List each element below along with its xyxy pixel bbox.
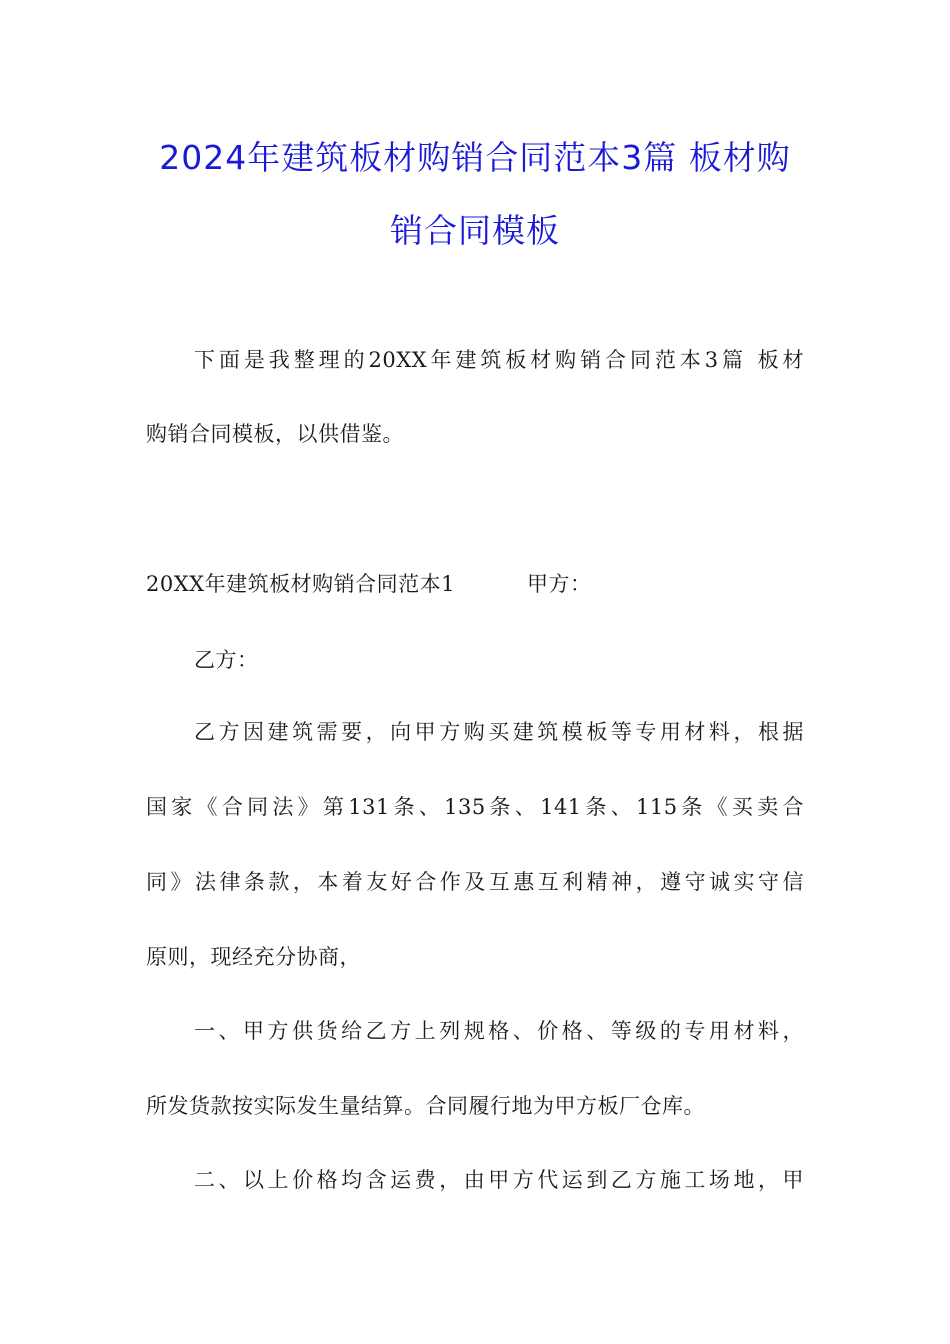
party-a-label: 甲方： — [527, 572, 592, 596]
document-title-line-1: 2024年建筑板材购销合同范本3篇 板材购 — [159, 138, 791, 177]
paragraph-1-line-3: 同》法律条款，本着友好合作及互惠互利精神，遵守诚实守信 — [146, 870, 804, 894]
clause-1-line-2: 所发货款按实际发生量结算。合同履行地为甲方板厂仓库。 — [146, 1094, 705, 1118]
intro-paragraph-line-2: 购销合同模板，以供借鉴。 — [146, 422, 404, 446]
intro-paragraph-line-1: 下面是我整理的20XX年建筑板材购销合同范本3篇 板材 — [194, 348, 805, 372]
clause-2-line-1: 二、以上价格均含运费，由甲方代运到乙方施工场地，甲 — [194, 1168, 804, 1192]
paragraph-1-line-4: 原则，现经充分协商， — [146, 945, 361, 969]
party-b-label: 乙方： — [194, 648, 259, 672]
clause-1-line-1: 一、甲方供货给乙方上列规格、价格、等级的专用材料， — [194, 1019, 804, 1043]
paragraph-1-line-1: 乙方因建筑需要，向甲方购买建筑模板等专用材料，根据 — [194, 720, 804, 744]
paragraph-1-line-2: 国家《合同法》第131条、135条、141条、115条《买卖合 — [146, 795, 804, 819]
section-heading: 20XX年建筑板材购销合同范本1 — [146, 572, 455, 596]
document-title-line-2: 销合同模板 — [390, 211, 560, 250]
